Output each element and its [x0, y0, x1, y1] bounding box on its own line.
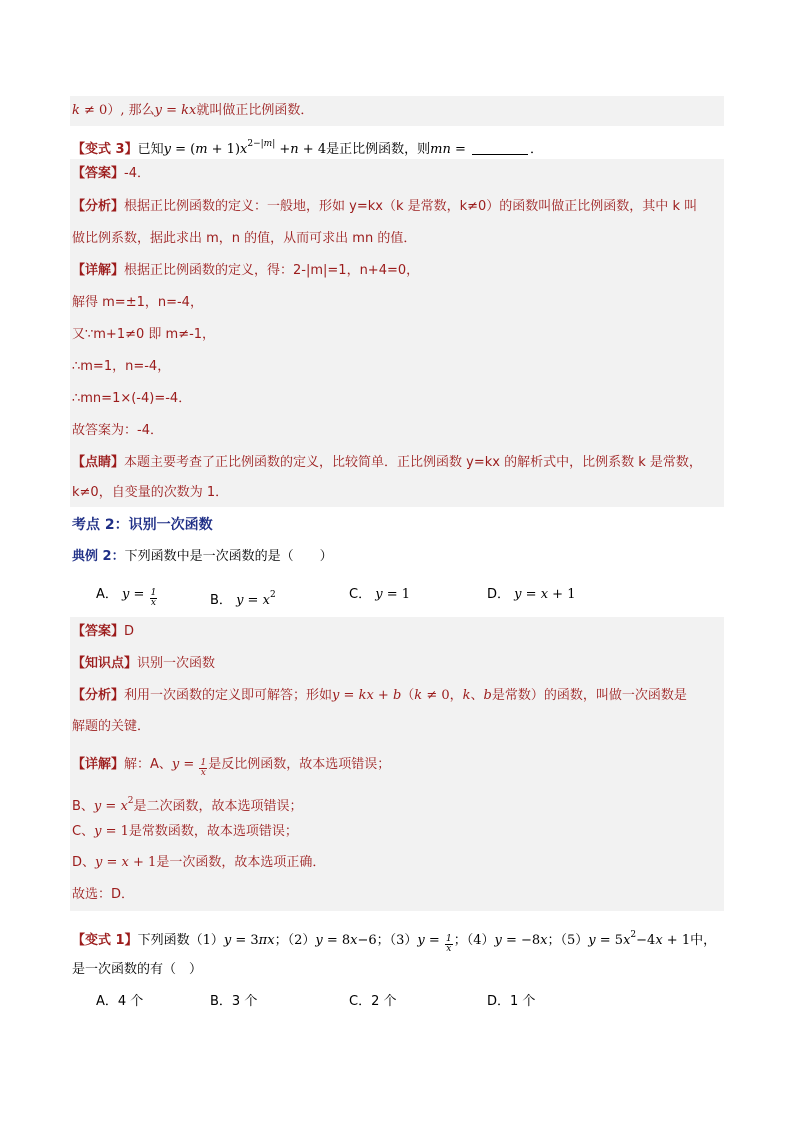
variant1-option-d[interactable]: D．1 个 — [487, 994, 536, 1009]
definition-tail-text: 就叫做正比例函数． — [196, 103, 314, 118]
example2-detail-2: B、$y = x^2$是二次函数，故本选项错误； — [72, 796, 303, 814]
variant3-suffix: ． — [530, 142, 544, 157]
example2-analysis-2: 解题的关键． — [72, 719, 151, 734]
example2-detail-5: 故选：D． — [72, 887, 135, 902]
comment-tag: 【点睛】 — [72, 455, 125, 470]
variant3-tag: 【变式 3】 — [72, 142, 138, 157]
variant1-option-c[interactable]: C．2 个 — [349, 994, 397, 1009]
variant3-analysis-1 — [72, 197, 697, 217]
variant3-prefix: 已知 — [137, 142, 164, 157]
answer-blank[interactable] — [472, 142, 528, 155]
answer-tag: 【答案】 — [72, 624, 125, 639]
detail-1-post: 是反比例函数，故本选项错误； — [208, 757, 391, 772]
variant3-detail-3: 又∵m+1≠0 即 m≠-1， — [72, 327, 216, 342]
answer-value: -4． — [124, 166, 150, 181]
section-title: 考点 2：识别一次函数 — [72, 517, 213, 533]
analysis-pre: 利用一次函数的定义即可解答；形如 — [124, 688, 333, 703]
example2-option-d[interactable]: D． y = x + 1 — [487, 587, 576, 602]
option-b-label: B． — [210, 593, 232, 608]
analysis-tag: 【分析】 — [72, 688, 125, 703]
detail-2-post: 是二次函数，故本选项错误； — [133, 799, 303, 814]
detail-text-1: 根据正比例函数的定义，得：2-|m|=1，n+4=0， — [124, 263, 420, 278]
example2-analysis-1: 【分析】利用一次函数的定义即可解答；形如y = kx + b（k ≠ 0，k、b是常数）的函数，叫做一次函数是 — [72, 688, 687, 703]
example2-answer — [72, 622, 134, 642]
variant1-text-pre: 下列函数 — [137, 933, 190, 948]
definition-tail-line: k ≠ 0）, 那么y = kx就叫做正比例函数． — [72, 103, 314, 118]
knowledge-text: 识别一次函数 — [137, 656, 216, 671]
answer-value: D — [124, 624, 135, 639]
answer-tag: 【答案】 — [72, 166, 125, 181]
variant3-middle: 是正比例函数，则 — [326, 142, 431, 157]
detail-1-pre: 解：A、 — [124, 757, 172, 772]
variant3-comment-1 — [72, 453, 702, 473]
example2-tag: 典例 2： — [72, 549, 125, 564]
example2-question — [72, 547, 333, 567]
detail-4-pre: D、 — [72, 855, 96, 870]
detail-tag: 【详解】 — [72, 757, 125, 772]
analysis-text-1: 根据正比例函数的定义：一般地，形如 y=kx（k 是常数，k≠0）的函数叫做正比例函数，其中 k 叫 — [124, 199, 698, 214]
variant3-detail-4: ∴m=1，n=-4， — [72, 359, 171, 374]
example2-option-a[interactable]: A． y = $\frac{1}{x}$ — [96, 587, 157, 608]
detail-2-pre: B、 — [72, 799, 94, 814]
variant3-detail-2: 解得 m=±1，n=-4， — [72, 295, 203, 310]
example2-detail-4: D、y = x + 1是一次函数，故本选项正确． — [72, 855, 326, 870]
detail-3-pre: C、 — [72, 824, 95, 839]
variant3-detail-6: 故答案为：-4． — [72, 423, 163, 438]
example2-question-text: 下列函数中是一次函数的是（ ） — [124, 549, 333, 564]
variant3-detail-5: ∴mn=1×(-4)=-4． — [72, 391, 192, 406]
analysis-tag: 【分析】 — [72, 199, 125, 214]
comment-text-1: 本题主要考查了正比例函数的定义，比较简单．正比例函数 y=kx 的解析式中，比例系数 k 是常数， — [124, 455, 702, 470]
variant3-comment-2: k≠0，自变量的次数为 1． — [72, 485, 229, 500]
variant3-question: 【变式 3】已知$y = (m + 1)x^{2-|m|} +n + 4$是正比例函数，则mn = ． — [72, 139, 544, 157]
analysis-post: 是常数）的函数，叫做一次函数是 — [491, 688, 687, 703]
detail-tag: 【详解】 — [72, 263, 125, 278]
detail-4-post: 是一次函数，故本选项正确． — [156, 855, 326, 870]
knowledge-tag: 【知识点】 — [72, 656, 138, 671]
variant3-answer — [72, 164, 150, 184]
detail-3-post: 是常数函数，故本选项错误； — [128, 824, 298, 839]
option-a-label: A． — [96, 587, 118, 602]
example2-option-c[interactable]: C． y = 1 — [349, 587, 411, 602]
variant3-detail-1 — [72, 261, 419, 281]
example2-knowledge — [72, 654, 215, 674]
variant1-tag: 【变式 1】 — [72, 933, 138, 948]
option-d-label: D． — [487, 587, 511, 602]
example2-detail-3: C、y = 1是常数函数，故本选项错误； — [72, 824, 298, 839]
example2-option-b[interactable]: B． $y = x^2$ — [210, 590, 276, 608]
variant1-question: 【变式 1】下列函数（1）y = 3πx；（2）y = 8x−6；（3）y = $\frac{1}{x}$ ；（4）y = −8x；$(5)y = 5x^2-4x + 1$中， — [72, 930, 717, 954]
variant3-analysis-2: 做比例系数，据此求出 m，n 的值，从而可求出 mn 的值． — [72, 231, 417, 246]
option-c-label: C． — [349, 587, 372, 602]
example2-detail-1: 【详解】解：A、y = $\frac{1}{x}$ 是反比例函数，故本选项错误； — [72, 757, 391, 778]
variant1-option-a[interactable]: A．4 个 — [96, 994, 144, 1009]
variant1-question-2: 是一次函数的有（ ） — [72, 962, 203, 977]
variant1-option-b[interactable]: B．3 个 — [210, 994, 258, 1009]
